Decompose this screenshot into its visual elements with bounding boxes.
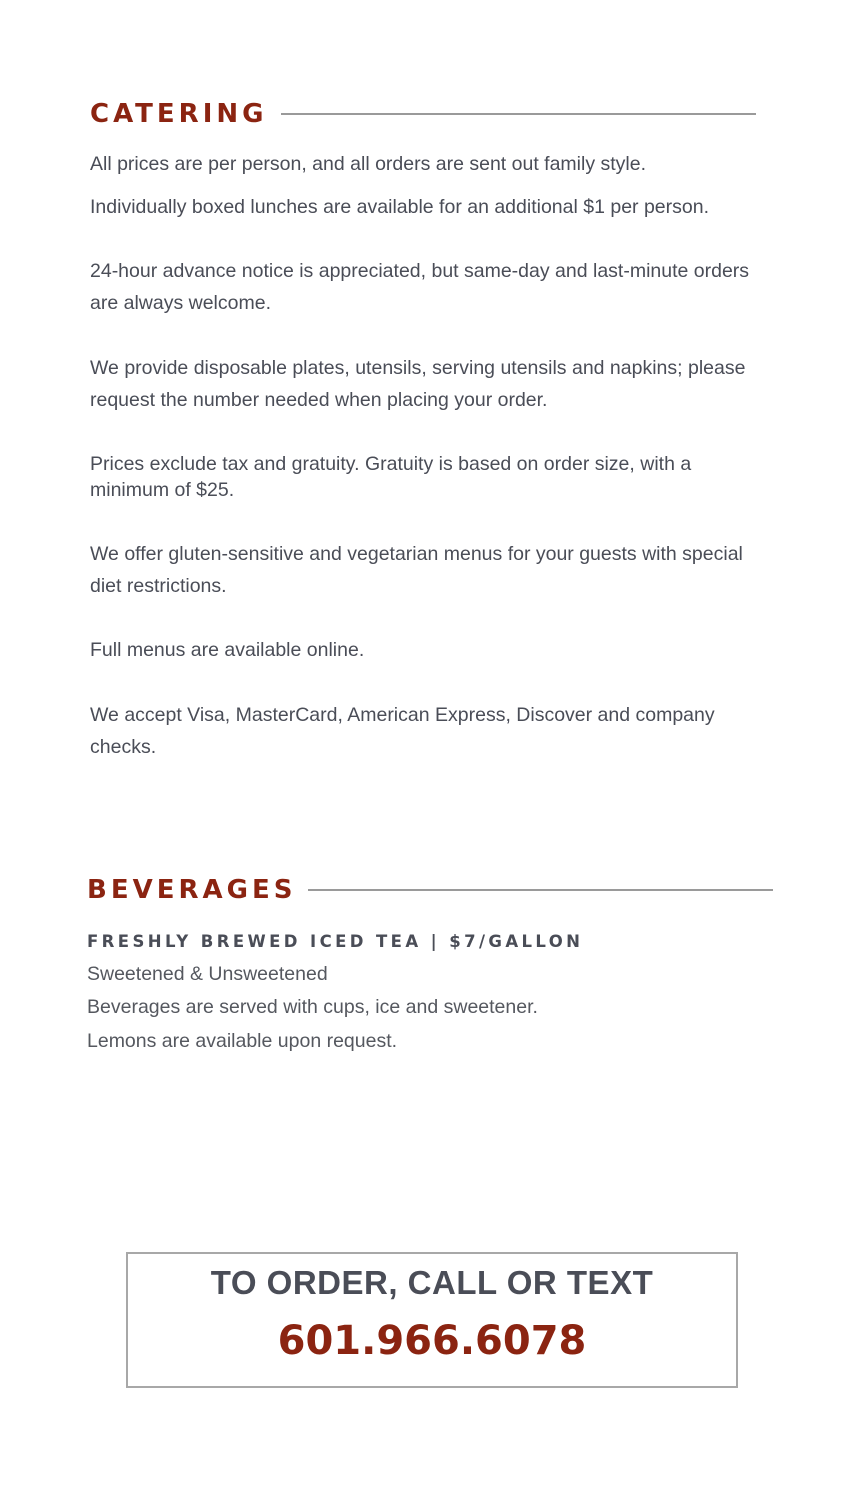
- catering-paragraph-5: Prices exclude tax and gratuity. Gratuity is based on order size, with a minimum of $25.: [90, 453, 692, 501]
- beverages-header: [87, 875, 773, 905]
- order-callout-box: [126, 1252, 738, 1388]
- iced-tea-line-1: Sweetened & Unsweetened: [87, 963, 328, 985]
- catering-divider: [281, 113, 756, 115]
- catering-paragraph-1: All prices are per person, and all orders are sent out family style.: [90, 153, 647, 175]
- catering-paragraph-8: We accept Visa, MasterCard, American Express, Discover and company checks.: [90, 704, 715, 758]
- beverages-title: BEVERAGES: [87, 875, 297, 905]
- catering-paragraph-7: Full menus are available online.: [90, 639, 365, 661]
- iced-tea-line-2: Beverages are served with cups, ice and sweetener.: [87, 996, 538, 1018]
- catering-paragraph-2: Individually boxed lunches are available for an additional $1 per person.: [90, 196, 709, 218]
- catering-header: [90, 99, 756, 129]
- beverages-divider: [308, 889, 773, 891]
- catering-paragraph-4: We provide disposable plates, utensils, serving utensils and napkins; please request the number needed when placing your order.: [90, 357, 746, 411]
- iced-tea-line-3: Lemons are available upon request.: [87, 1030, 398, 1052]
- order-heading: TO ORDER, CALL OR TEXT: [210, 1264, 654, 1301]
- catering-paragraph-3: 24-hour advance notice is appreciated, but same-day and last-minute orders are always welcome.: [90, 260, 750, 314]
- catering-paragraph-6: We offer gluten-sensitive and vegetarian menus for your guests with special diet restrictions.: [90, 543, 743, 597]
- iced-tea-item-title: FRESHLY BREWED ICED TEA | $7/GALLON: [87, 932, 584, 951]
- order-phone-number[interactable]: 601.966.6078: [277, 1318, 587, 1364]
- catering-title: CATERING: [90, 99, 268, 129]
